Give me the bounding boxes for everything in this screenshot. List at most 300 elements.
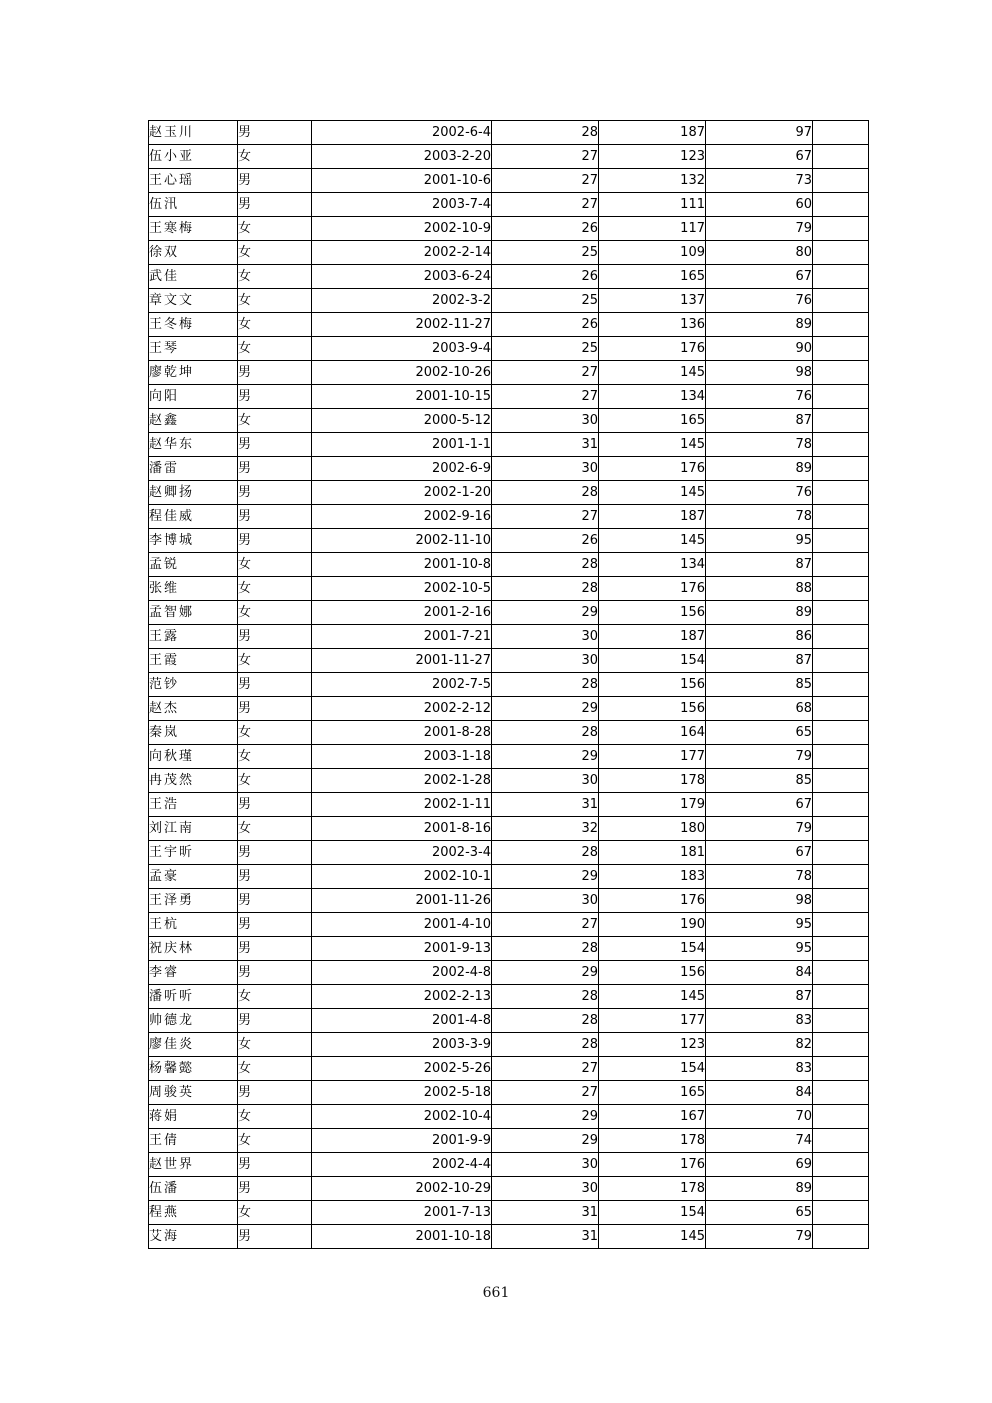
- birth-date-cell: 2002-4-4: [312, 1153, 492, 1177]
- value-2-cell: 83: [706, 1057, 813, 1081]
- student-table: [148, 120, 869, 1249]
- blank-cell: [813, 1009, 869, 1033]
- value-2-cell: 67: [706, 265, 813, 289]
- name-cell: 王冬梅: [149, 313, 238, 337]
- name-cell: 伍汛: [149, 193, 238, 217]
- table-row: [149, 1057, 869, 1081]
- table-row: [149, 529, 869, 553]
- age-cell: 27: [492, 913, 599, 937]
- value-2-cell: 78: [706, 865, 813, 889]
- value-1-cell: 178: [599, 1177, 706, 1201]
- table-row: [149, 169, 869, 193]
- name-cell: 廖佳炎: [149, 1033, 238, 1057]
- table-row: [149, 649, 869, 673]
- name-cell: 潘雷: [149, 457, 238, 481]
- name-cell: 王寒梅: [149, 217, 238, 241]
- birth-date-cell: 2002-2-12: [312, 697, 492, 721]
- birth-date-cell: 2002-11-27: [312, 313, 492, 337]
- birth-date-cell: 2000-5-12: [312, 409, 492, 433]
- value-1-cell: 156: [599, 961, 706, 985]
- value-2-cell: 85: [706, 769, 813, 793]
- value-1-cell: 109: [599, 241, 706, 265]
- gender-cell: 女: [238, 409, 312, 433]
- name-cell: 王霞: [149, 649, 238, 673]
- table-row: [149, 265, 869, 289]
- table-row: [149, 313, 869, 337]
- age-cell: 30: [492, 649, 599, 673]
- gender-cell: 女: [238, 721, 312, 745]
- value-2-cell: 79: [706, 745, 813, 769]
- table-row: [149, 769, 869, 793]
- table-row: [149, 745, 869, 769]
- name-cell: 赵世界: [149, 1153, 238, 1177]
- gender-cell: 男: [238, 913, 312, 937]
- value-1-cell: 187: [599, 625, 706, 649]
- table-row: [149, 409, 869, 433]
- value-2-cell: 87: [706, 649, 813, 673]
- table-row: [149, 217, 869, 241]
- blank-cell: [813, 553, 869, 577]
- value-1-cell: 123: [599, 145, 706, 169]
- gender-cell: 女: [238, 745, 312, 769]
- blank-cell: [813, 937, 869, 961]
- gender-cell: 女: [238, 313, 312, 337]
- value-2-cell: 90: [706, 337, 813, 361]
- value-2-cell: 84: [706, 1081, 813, 1105]
- age-cell: 27: [492, 1057, 599, 1081]
- name-cell: 武佳: [149, 265, 238, 289]
- blank-cell: [813, 481, 869, 505]
- birth-date-cell: 2002-5-26: [312, 1057, 492, 1081]
- value-1-cell: 134: [599, 553, 706, 577]
- value-1-cell: 187: [599, 121, 706, 145]
- value-1-cell: 167: [599, 1105, 706, 1129]
- birth-date-cell: 2002-3-4: [312, 841, 492, 865]
- birth-date-cell: 2002-5-18: [312, 1081, 492, 1105]
- blank-cell: [813, 721, 869, 745]
- table-row: [149, 913, 869, 937]
- name-cell: 周骏英: [149, 1081, 238, 1105]
- blank-cell: [813, 457, 869, 481]
- blank-cell: [813, 433, 869, 457]
- gender-cell: 女: [238, 769, 312, 793]
- age-cell: 28: [492, 937, 599, 961]
- blank-cell: [813, 1081, 869, 1105]
- age-cell: 26: [492, 265, 599, 289]
- table-row: [149, 145, 869, 169]
- birth-date-cell: 2002-10-5: [312, 577, 492, 601]
- table-row: [149, 1177, 869, 1201]
- birth-date-cell: 2002-3-2: [312, 289, 492, 313]
- birth-date-cell: 2001-8-16: [312, 817, 492, 841]
- birth-date-cell: 2001-11-26: [312, 889, 492, 913]
- birth-date-cell: 2002-10-4: [312, 1105, 492, 1129]
- name-cell: 张维: [149, 577, 238, 601]
- value-2-cell: 84: [706, 961, 813, 985]
- blank-cell: [813, 865, 869, 889]
- blank-cell: [813, 217, 869, 241]
- table-row: [149, 1225, 869, 1249]
- birth-date-cell: 2002-10-9: [312, 217, 492, 241]
- name-cell: 伍小亚: [149, 145, 238, 169]
- birth-date-cell: 2001-10-8: [312, 553, 492, 577]
- gender-cell: 男: [238, 841, 312, 865]
- table-row: [149, 385, 869, 409]
- value-1-cell: 117: [599, 217, 706, 241]
- name-cell: 秦岚: [149, 721, 238, 745]
- table-row: [149, 289, 869, 313]
- age-cell: 28: [492, 985, 599, 1009]
- gender-cell: 男: [238, 673, 312, 697]
- value-2-cell: 88: [706, 577, 813, 601]
- birth-date-cell: 2002-1-28: [312, 769, 492, 793]
- value-1-cell: 145: [599, 529, 706, 553]
- table-row: [149, 1201, 869, 1225]
- birth-date-cell: 2003-3-9: [312, 1033, 492, 1057]
- value-2-cell: 95: [706, 937, 813, 961]
- age-cell: 30: [492, 769, 599, 793]
- gender-cell: 男: [238, 433, 312, 457]
- age-cell: 26: [492, 313, 599, 337]
- birth-date-cell: 2002-7-5: [312, 673, 492, 697]
- gender-cell: 男: [238, 1225, 312, 1249]
- value-2-cell: 65: [706, 1201, 813, 1225]
- gender-cell: 男: [238, 121, 312, 145]
- value-1-cell: 187: [599, 505, 706, 529]
- blank-cell: [813, 241, 869, 265]
- gender-cell: 男: [238, 865, 312, 889]
- value-1-cell: 164: [599, 721, 706, 745]
- blank-cell: [813, 793, 869, 817]
- name-cell: 向秋瑾: [149, 745, 238, 769]
- name-cell: 王杭: [149, 913, 238, 937]
- birth-date-cell: 2001-7-13: [312, 1201, 492, 1225]
- blank-cell: [813, 145, 869, 169]
- gender-cell: 女: [238, 553, 312, 577]
- value-2-cell: 78: [706, 433, 813, 457]
- value-2-cell: 98: [706, 361, 813, 385]
- table-row: [149, 841, 869, 865]
- gender-cell: 男: [238, 937, 312, 961]
- value-1-cell: 177: [599, 1009, 706, 1033]
- value-2-cell: 98: [706, 889, 813, 913]
- gender-cell: 女: [238, 817, 312, 841]
- gender-cell: 男: [238, 505, 312, 529]
- age-cell: 28: [492, 721, 599, 745]
- age-cell: 28: [492, 841, 599, 865]
- birth-date-cell: 2001-10-6: [312, 169, 492, 193]
- birth-date-cell: 2002-10-29: [312, 1177, 492, 1201]
- age-cell: 30: [492, 889, 599, 913]
- value-2-cell: 73: [706, 169, 813, 193]
- blank-cell: [813, 121, 869, 145]
- name-cell: 赵卿扬: [149, 481, 238, 505]
- birth-date-cell: 2002-2-13: [312, 985, 492, 1009]
- value-1-cell: 145: [599, 481, 706, 505]
- age-cell: 32: [492, 817, 599, 841]
- table-row: [149, 481, 869, 505]
- gender-cell: 女: [238, 145, 312, 169]
- birth-date-cell: 2002-6-9: [312, 457, 492, 481]
- age-cell: 30: [492, 457, 599, 481]
- value-1-cell: 165: [599, 265, 706, 289]
- age-cell: 30: [492, 409, 599, 433]
- value-1-cell: 154: [599, 1057, 706, 1081]
- value-2-cell: 89: [706, 1177, 813, 1201]
- value-1-cell: 176: [599, 457, 706, 481]
- blank-cell: [813, 193, 869, 217]
- gender-cell: 女: [238, 217, 312, 241]
- value-1-cell: 145: [599, 433, 706, 457]
- name-cell: 王倩: [149, 1129, 238, 1153]
- name-cell: 徐双: [149, 241, 238, 265]
- gender-cell: 女: [238, 601, 312, 625]
- birth-date-cell: 2002-2-14: [312, 241, 492, 265]
- value-1-cell: 136: [599, 313, 706, 337]
- blank-cell: [813, 913, 869, 937]
- birth-date-cell: 2002-9-16: [312, 505, 492, 529]
- name-cell: 王浩: [149, 793, 238, 817]
- value-1-cell: 154: [599, 1201, 706, 1225]
- name-cell: 王宇昕: [149, 841, 238, 865]
- birth-date-cell: 2002-10-26: [312, 361, 492, 385]
- value-1-cell: 176: [599, 889, 706, 913]
- name-cell: 王露: [149, 625, 238, 649]
- blank-cell: [813, 841, 869, 865]
- name-cell: 冉茂然: [149, 769, 238, 793]
- table-row: [149, 793, 869, 817]
- value-1-cell: 156: [599, 673, 706, 697]
- value-2-cell: 95: [706, 913, 813, 937]
- blank-cell: [813, 361, 869, 385]
- table-row: [149, 865, 869, 889]
- value-1-cell: 183: [599, 865, 706, 889]
- table-row: [149, 193, 869, 217]
- value-2-cell: 82: [706, 1033, 813, 1057]
- value-1-cell: 165: [599, 409, 706, 433]
- value-1-cell: 178: [599, 1129, 706, 1153]
- value-1-cell: 111: [599, 193, 706, 217]
- value-1-cell: 154: [599, 937, 706, 961]
- value-2-cell: 89: [706, 457, 813, 481]
- blank-cell: [813, 1105, 869, 1129]
- gender-cell: 女: [238, 241, 312, 265]
- table-body: [149, 121, 869, 1249]
- blank-cell: [813, 1177, 869, 1201]
- value-2-cell: 87: [706, 553, 813, 577]
- value-1-cell: 180: [599, 817, 706, 841]
- gender-cell: 男: [238, 1177, 312, 1201]
- name-cell: 廖乾坤: [149, 361, 238, 385]
- blank-cell: [813, 385, 869, 409]
- value-2-cell: 70: [706, 1105, 813, 1129]
- value-2-cell: 97: [706, 121, 813, 145]
- birth-date-cell: 2001-4-10: [312, 913, 492, 937]
- name-cell: 程燕: [149, 1201, 238, 1225]
- table-row: [149, 1033, 869, 1057]
- value-2-cell: 95: [706, 529, 813, 553]
- blank-cell: [813, 769, 869, 793]
- value-1-cell: 145: [599, 985, 706, 1009]
- table-row: [149, 1153, 869, 1177]
- blank-cell: [813, 625, 869, 649]
- birth-date-cell: 2002-4-8: [312, 961, 492, 985]
- name-cell: 王泽勇: [149, 889, 238, 913]
- age-cell: 27: [492, 193, 599, 217]
- age-cell: 25: [492, 337, 599, 361]
- blank-cell: [813, 745, 869, 769]
- age-cell: 29: [492, 1129, 599, 1153]
- table-row: [149, 625, 869, 649]
- gender-cell: 男: [238, 385, 312, 409]
- blank-cell: [813, 529, 869, 553]
- value-1-cell: 134: [599, 385, 706, 409]
- gender-cell: 男: [238, 529, 312, 553]
- value-2-cell: 76: [706, 289, 813, 313]
- value-1-cell: 176: [599, 1153, 706, 1177]
- blank-cell: [813, 265, 869, 289]
- name-cell: 赵杰: [149, 697, 238, 721]
- name-cell: 帅德龙: [149, 1009, 238, 1033]
- table-row: [149, 121, 869, 145]
- age-cell: 29: [492, 1105, 599, 1129]
- gender-cell: 男: [238, 457, 312, 481]
- value-1-cell: 137: [599, 289, 706, 313]
- blank-cell: [813, 1129, 869, 1153]
- blank-cell: [813, 337, 869, 361]
- name-cell: 赵鑫: [149, 409, 238, 433]
- value-1-cell: 156: [599, 697, 706, 721]
- age-cell: 29: [492, 745, 599, 769]
- value-1-cell: 156: [599, 601, 706, 625]
- value-2-cell: 79: [706, 217, 813, 241]
- value-1-cell: 176: [599, 337, 706, 361]
- value-1-cell: 176: [599, 577, 706, 601]
- table-row: [149, 1129, 869, 1153]
- value-2-cell: 65: [706, 721, 813, 745]
- gender-cell: 女: [238, 985, 312, 1009]
- value-2-cell: 74: [706, 1129, 813, 1153]
- blank-cell: [813, 577, 869, 601]
- page-number: 661: [482, 1285, 510, 1301]
- birth-date-cell: 2003-9-4: [312, 337, 492, 361]
- value-2-cell: 85: [706, 673, 813, 697]
- age-cell: 29: [492, 697, 599, 721]
- birth-date-cell: 2001-10-18: [312, 1225, 492, 1249]
- value-1-cell: 154: [599, 649, 706, 673]
- name-cell: 孟豪: [149, 865, 238, 889]
- name-cell: 刘江南: [149, 817, 238, 841]
- blank-cell: [813, 697, 869, 721]
- table-row: [149, 961, 869, 985]
- age-cell: 31: [492, 1225, 599, 1249]
- value-2-cell: 89: [706, 313, 813, 337]
- blank-cell: [813, 817, 869, 841]
- age-cell: 27: [492, 1081, 599, 1105]
- table-row: [149, 937, 869, 961]
- age-cell: 26: [492, 217, 599, 241]
- birth-date-cell: 2001-4-8: [312, 1009, 492, 1033]
- blank-cell: [813, 601, 869, 625]
- table-row: [149, 721, 869, 745]
- table-row: [149, 553, 869, 577]
- value-2-cell: 87: [706, 985, 813, 1009]
- value-2-cell: 80: [706, 241, 813, 265]
- table-row: [149, 1105, 869, 1129]
- gender-cell: 男: [238, 193, 312, 217]
- birth-date-cell: 2003-7-4: [312, 193, 492, 217]
- table-row: [149, 241, 869, 265]
- value-2-cell: 89: [706, 601, 813, 625]
- blank-cell: [813, 1033, 869, 1057]
- age-cell: 28: [492, 1009, 599, 1033]
- age-cell: 27: [492, 169, 599, 193]
- value-2-cell: 67: [706, 841, 813, 865]
- age-cell: 28: [492, 481, 599, 505]
- name-cell: 范钞: [149, 673, 238, 697]
- name-cell: 章文文: [149, 289, 238, 313]
- value-2-cell: 69: [706, 1153, 813, 1177]
- value-1-cell: 165: [599, 1081, 706, 1105]
- birth-date-cell: 2001-7-21: [312, 625, 492, 649]
- value-2-cell: 79: [706, 817, 813, 841]
- age-cell: 28: [492, 121, 599, 145]
- birth-date-cell: 2001-9-9: [312, 1129, 492, 1153]
- name-cell: 孟锐: [149, 553, 238, 577]
- name-cell: 王琴: [149, 337, 238, 361]
- table-row: [149, 1009, 869, 1033]
- birth-date-cell: 2001-8-28: [312, 721, 492, 745]
- gender-cell: 女: [238, 265, 312, 289]
- value-2-cell: 60: [706, 193, 813, 217]
- age-cell: 29: [492, 961, 599, 985]
- age-cell: 25: [492, 241, 599, 265]
- table-row: [149, 1081, 869, 1105]
- value-2-cell: 86: [706, 625, 813, 649]
- gender-cell: 男: [238, 481, 312, 505]
- gender-cell: 女: [238, 1201, 312, 1225]
- age-cell: 30: [492, 1177, 599, 1201]
- name-cell: 李睿: [149, 961, 238, 985]
- birth-date-cell: 2002-11-10: [312, 529, 492, 553]
- age-cell: 30: [492, 625, 599, 649]
- table-row: [149, 433, 869, 457]
- table-row: [149, 337, 869, 361]
- table-row: [149, 457, 869, 481]
- gender-cell: 女: [238, 649, 312, 673]
- blank-cell: [813, 649, 869, 673]
- name-cell: 祝庆林: [149, 937, 238, 961]
- value-1-cell: 178: [599, 769, 706, 793]
- gender-cell: 男: [238, 1153, 312, 1177]
- name-cell: 伍潘: [149, 1177, 238, 1201]
- age-cell: 30: [492, 1153, 599, 1177]
- value-1-cell: 177: [599, 745, 706, 769]
- blank-cell: [813, 1201, 869, 1225]
- birth-date-cell: 2002-1-20: [312, 481, 492, 505]
- table-row: [149, 577, 869, 601]
- table-row: [149, 985, 869, 1009]
- blank-cell: [813, 289, 869, 313]
- blank-cell: [813, 409, 869, 433]
- gender-cell: 女: [238, 1129, 312, 1153]
- gender-cell: 女: [238, 1033, 312, 1057]
- table-row: [149, 817, 869, 841]
- age-cell: 29: [492, 601, 599, 625]
- age-cell: 27: [492, 505, 599, 529]
- gender-cell: 男: [238, 169, 312, 193]
- value-2-cell: 67: [706, 145, 813, 169]
